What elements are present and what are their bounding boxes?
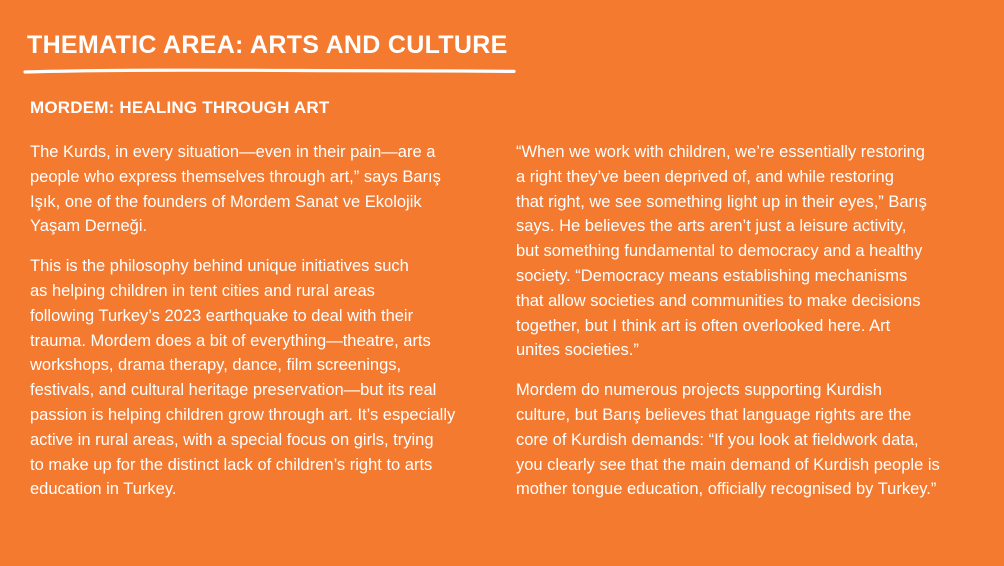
text-line: passion is helping children grow through art. It’s especially xyxy=(30,405,456,424)
text-line: Yaşam Derneği. xyxy=(30,217,148,236)
text-line: unites societies.” xyxy=(516,341,639,360)
text-line: mother tongue education, officially recognised by Turkey.” xyxy=(516,480,937,499)
text-line: society. “Democracy means establishing mechanisms xyxy=(516,266,908,285)
text-line: This is the philosophy behind unique initiatives such xyxy=(30,257,409,276)
right-column xyxy=(516,140,981,517)
paragraph xyxy=(30,140,502,239)
paragraph xyxy=(516,140,981,363)
text-line: trauma. Mordem does a bit of everything—theatre, arts xyxy=(30,331,431,350)
text-line: that right, we see something light up in their eyes,” Barış xyxy=(516,192,927,211)
text-line: says. He believes the arts aren’t just a leisure activity, xyxy=(516,217,907,236)
paragraph xyxy=(30,254,502,502)
left-column xyxy=(30,140,502,517)
text-line: that allow societies and communities to make decisions xyxy=(516,291,921,310)
text-line: education in Turkey. xyxy=(30,480,177,499)
text-line: “When we work with children, we’re essentially restoring xyxy=(516,143,925,161)
text-line: following Turkey’s 2023 earthquake to deal with their xyxy=(30,306,414,325)
text-line: together, but I think art is often overlooked here. Art xyxy=(516,316,891,335)
text-line: core of Kurdish demands: “If you look at fieldwork data, xyxy=(516,430,919,449)
text-line: workshops, drama therapy, dance, film screenings, xyxy=(30,356,402,375)
text-line: a right they’ve been deprived of, and while restoring xyxy=(516,167,894,186)
text-line: culture, but Barış believes that language rights are the xyxy=(516,405,912,424)
section-heading: MORDEM: HEALING THROUGH ART xyxy=(30,98,330,117)
paragraph xyxy=(516,378,981,502)
text-line: as helping children in tent cities and rural areas xyxy=(30,281,375,300)
page-title: THEMATIC AREA: ARTS AND CULTURE xyxy=(27,31,508,59)
text-line: to make up for the distinct lack of children’s right to arts xyxy=(30,455,433,474)
text-line: people who express themselves through art,” says Barış xyxy=(30,167,441,186)
text-line: but something fundamental to democracy and a healthy xyxy=(516,242,923,261)
text-line: active in rural areas, with a special focus on girls, trying xyxy=(30,430,434,449)
text-line: The Kurds, in every situation—even in their pain—are a xyxy=(30,143,436,161)
text-line: Işık, one of the founders of Mordem Sanat ve Ekolojik xyxy=(30,192,422,211)
text-line: Mordem do numerous projects supporting Kurdish xyxy=(516,381,882,400)
text-line: you clearly see that the main demand of Kurdish people is xyxy=(516,455,940,474)
text-line: festivals, and cultural heritage preservation—but its real xyxy=(30,381,437,400)
title-underline xyxy=(23,66,517,76)
